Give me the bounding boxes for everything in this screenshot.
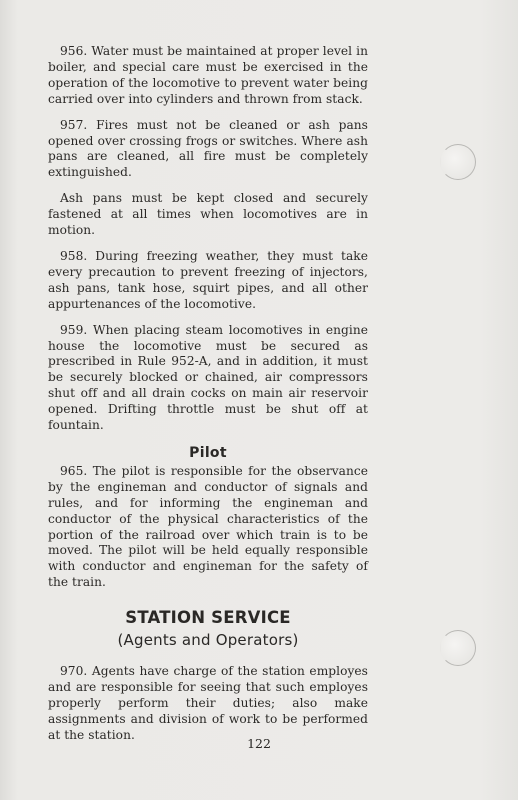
rule-970: 970. Agents have charge of the station employes and are responsible for seeing that such employes properly perform their duties; also make assignments and division of work to be performed at the station. bbox=[48, 664, 368, 742]
rule-958: 958. During freezing weather, they must take every precaution to prevent freezing of injectors, ash pans, tank hose, squirt pipes, and all other appurtenances of the locomotive. bbox=[48, 248, 368, 311]
pilot-heading: Pilot bbox=[189, 444, 227, 461]
page-number: 122 bbox=[247, 736, 271, 751]
binder-hole-bottom bbox=[440, 630, 476, 666]
rule-959: 959. When placing steam locomotives in engine house the locomotive must be secured as prescribed in Rule 952-A, and in addition, it must be securely blocked or chained, air compressors shut off and all drain cocks on main air reservoir opened. Drifting throttle must be shut off at fountain. bbox=[48, 322, 368, 433]
rule-965: 965. The pilot is responsible for the observance by the engineman and conductor of signals and rules, and for informing the engineman and conductor of the physical characteristics of the portion of the railroad over which train is to be moved. The pilot will be held equally responsible with conductor and engineman for the safety of the train. bbox=[48, 463, 368, 590]
agents-operators-subheading: (Agents and Operators) bbox=[117, 631, 299, 650]
rule-956: 956. Water must be maintained at proper level in boiler, and special care must be exercised in the operation of the locomotive to prevent water being carried over into cylinders and thrown from stack. bbox=[48, 44, 368, 106]
rule-957: 957. Fires must not be cleaned or ash pans opened over crossing frogs or switches. Where ash pans are cleaned, all fire must be completely extinguished. bbox=[48, 117, 368, 180]
page-content bbox=[48, 44, 368, 754]
station-service-heading: STATION SERVICE bbox=[125, 608, 291, 628]
binder-hole-top bbox=[440, 144, 476, 180]
rule-957-ash-pans: Ash pans must be kept closed and securely fastened at all times when locomotives are in motion. bbox=[48, 191, 368, 238]
